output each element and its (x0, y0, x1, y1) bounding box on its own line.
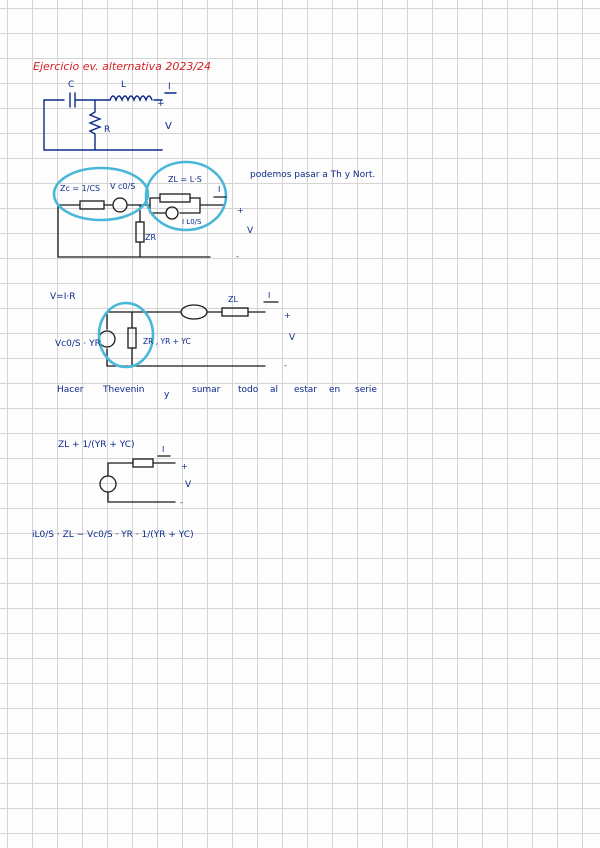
zc-impedance (80, 201, 104, 209)
svg-text:sumar: sumar (192, 385, 221, 395)
circuit-1 (44, 80, 176, 155)
thevenin-impedance: ZL + 1/(YR + YC) (58, 440, 135, 450)
current-label: I (162, 445, 165, 454)
capacitor-label: C (68, 80, 75, 90)
plus-label: + (157, 99, 165, 109)
svg-text:en: en (329, 385, 341, 395)
svg-text:Thevenin: Thevenin (103, 385, 145, 395)
note-text: podemos pasar a Th y Nort. (250, 170, 376, 180)
current-source-icon (166, 207, 178, 219)
voltage-source-icon (181, 305, 207, 319)
instruction-sentence (57, 385, 377, 400)
ohm-law: V=I·R (50, 292, 76, 302)
voltage-label: V (165, 121, 172, 132)
vsrc-label: V c0/S (110, 182, 136, 191)
voltage-source-icon (100, 476, 116, 492)
voltage-label: V (185, 480, 192, 490)
minus-label: - (284, 361, 287, 370)
current-label: I (218, 185, 221, 194)
voltage-label: V (247, 226, 254, 236)
source-label: Vc0/S · YR (55, 339, 101, 349)
plus-label: + (237, 206, 244, 215)
zl-impedance (222, 308, 248, 316)
svg-text:todo: todo (238, 385, 259, 395)
current-label: I (268, 291, 271, 300)
svg-text:al: al (270, 385, 279, 395)
svg-text:Hacer: Hacer (57, 385, 84, 395)
inductor-symbol (110, 96, 152, 100)
inductor-label: L (121, 80, 127, 90)
svg-text:estar: estar (294, 385, 317, 395)
circuit-2 (54, 162, 375, 261)
zr-label: ZR (145, 233, 157, 242)
zc-label: Zc = 1/CS (60, 184, 101, 193)
zr-impedance (128, 328, 136, 348)
zth-impedance (133, 459, 153, 467)
resistor-label: R (104, 125, 111, 135)
resistor-symbol (44, 100, 162, 150)
minus-label: - (236, 252, 239, 261)
zl-impedance (160, 194, 190, 202)
svg-text:y: y (164, 390, 170, 400)
plus-label: + (284, 311, 291, 320)
minus-label: - (160, 145, 164, 155)
highlight-left (54, 168, 148, 220)
zl-label: ZL = L·S (168, 175, 202, 184)
svg-text:serie: serie (355, 385, 377, 395)
voltage-source-icon (113, 198, 127, 212)
voltage-label: V (289, 333, 296, 343)
minus-label: - (180, 498, 183, 507)
title: Ejercicio ev. alternativa 2023/24 (33, 60, 212, 73)
circuit-4 (58, 440, 192, 507)
parallel-label: ZR , YR + YC (143, 337, 191, 346)
final-expression: iL0/S · ZL − Vc0/S · YR · 1/(YR + YC) (32, 530, 194, 540)
circuit-3 (50, 291, 296, 370)
plus-label: + (181, 462, 188, 471)
isrc-label: I L0/S (182, 218, 202, 226)
zr-impedance (136, 222, 144, 242)
zl-label: ZL (228, 295, 238, 304)
current-label: I (168, 82, 171, 92)
